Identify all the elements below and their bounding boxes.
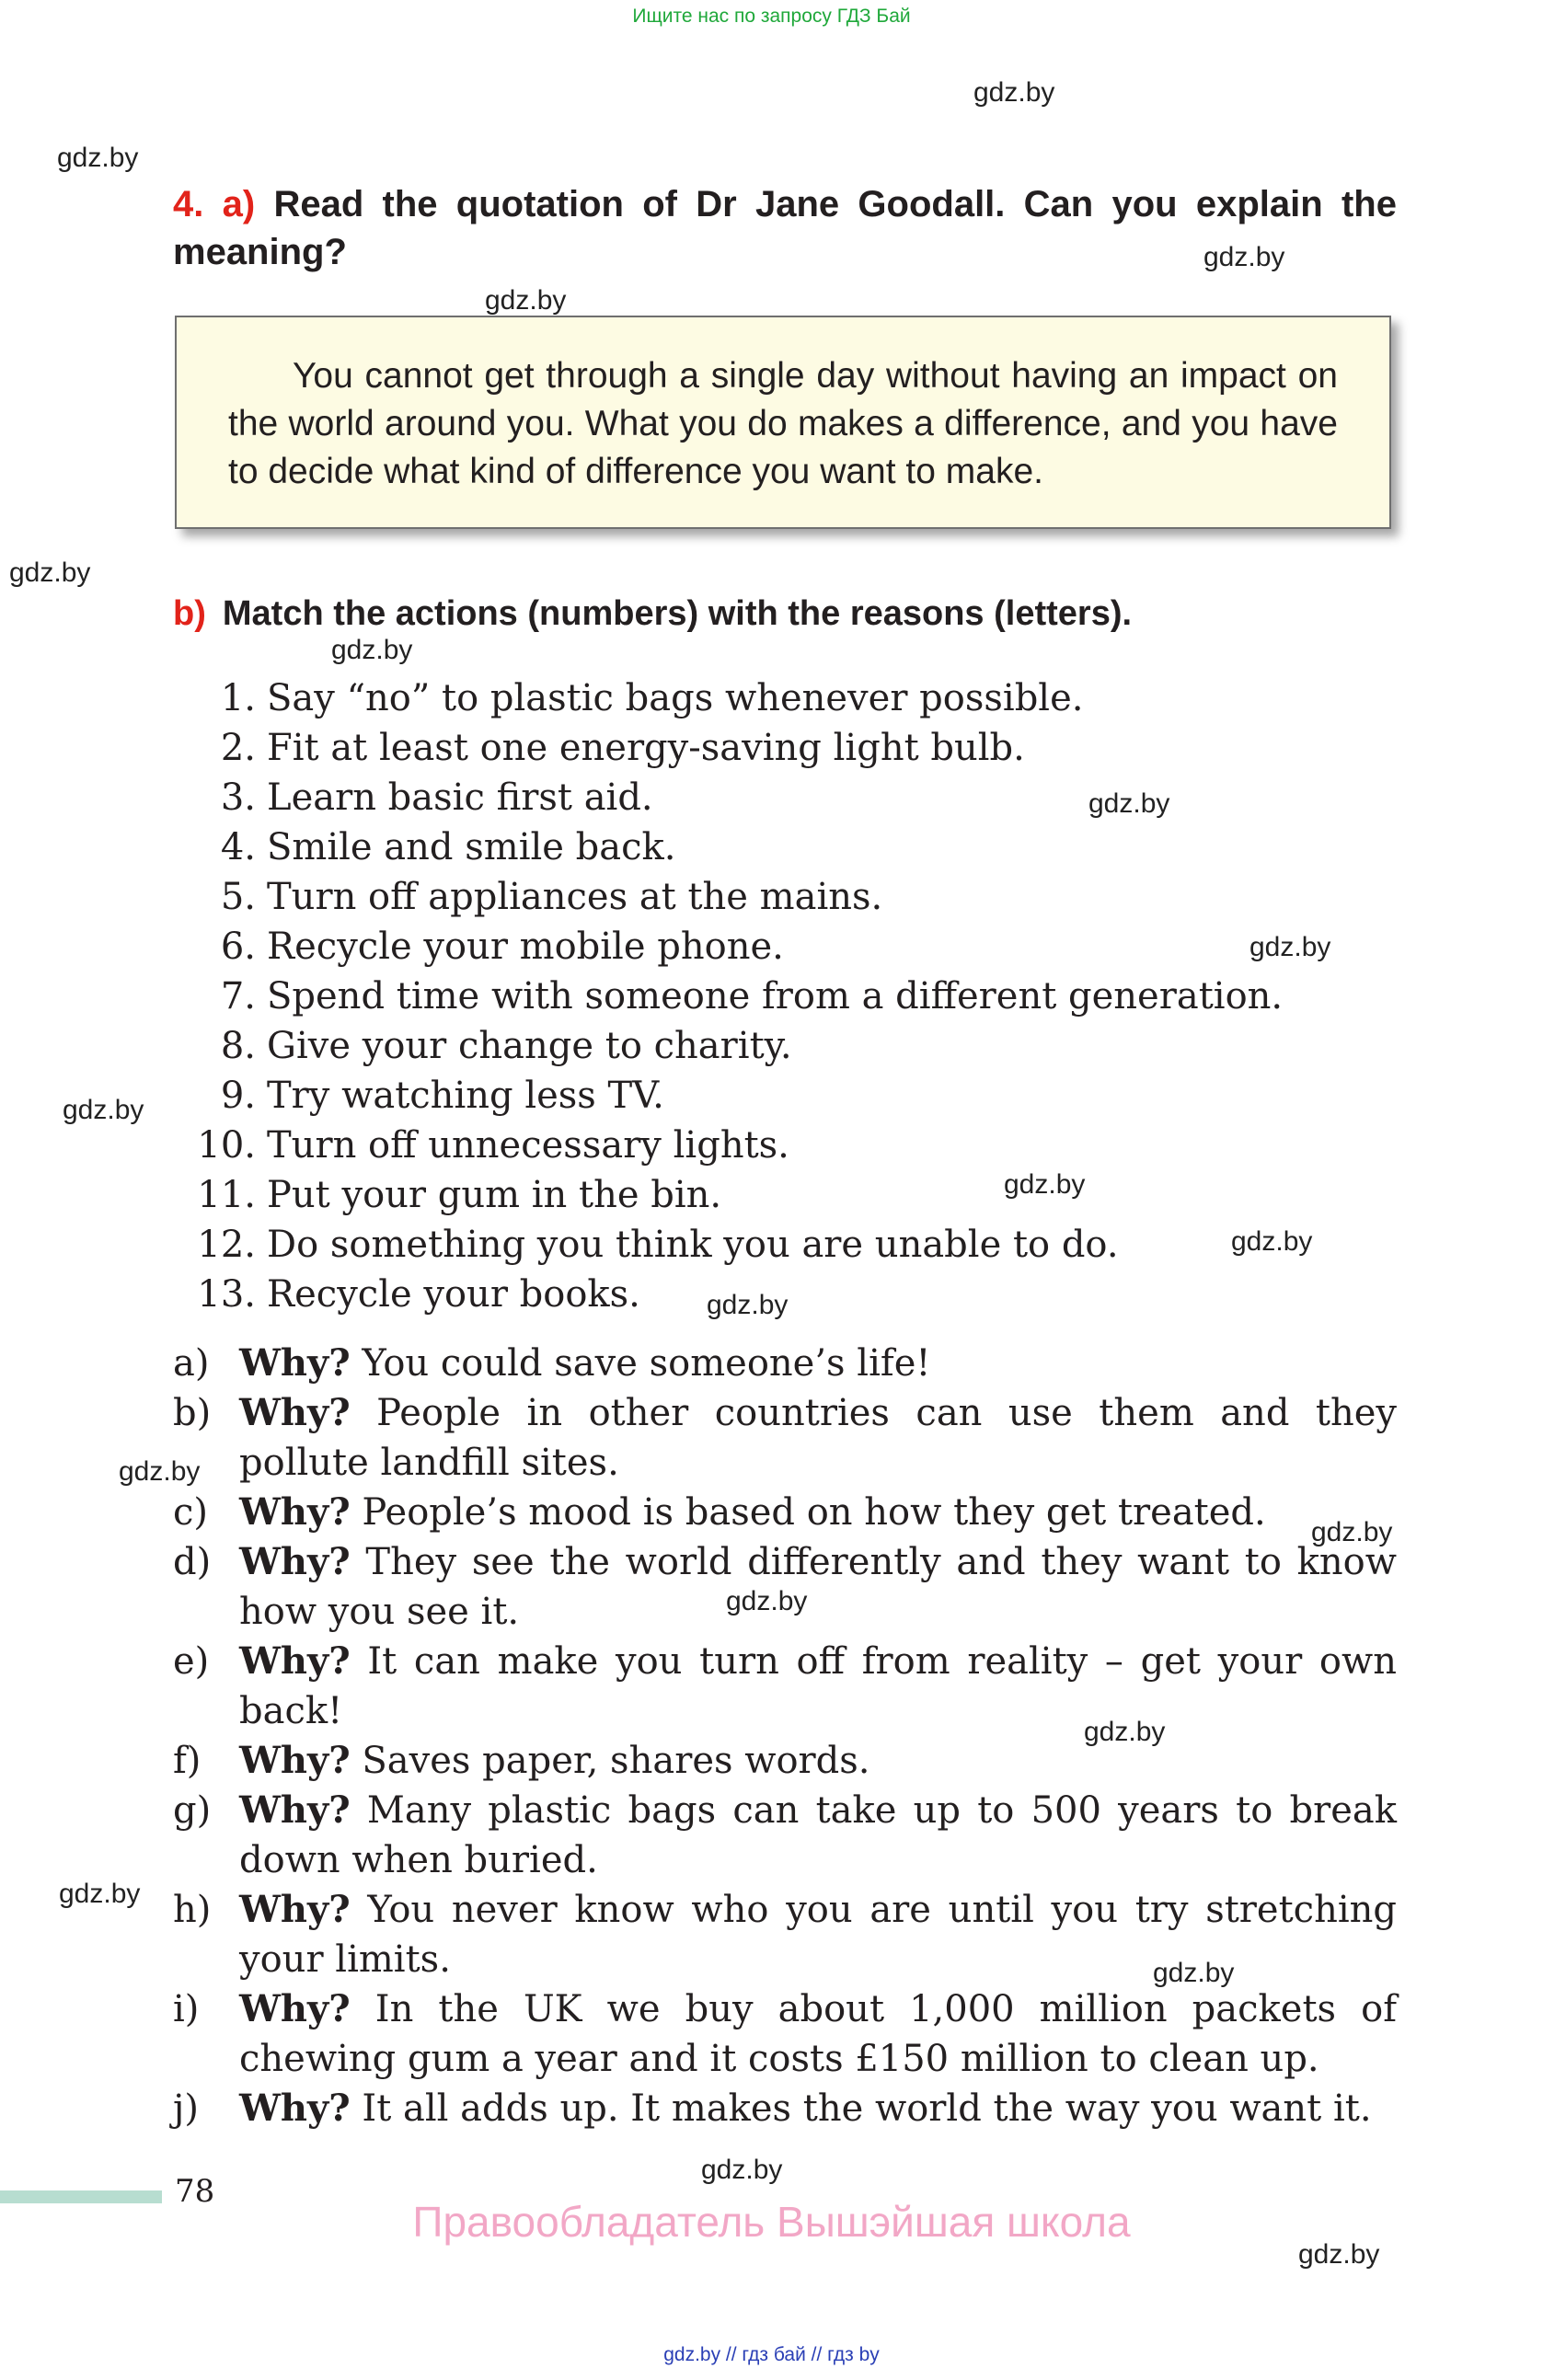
reason-text: People in other countries can use them and they pollute landfill sites. [239, 1392, 1397, 1484]
instruction-a: Read the quotation of Dr Jane Goodall. Can you explain the meaning? [173, 184, 1397, 272]
action-text: Fit at least one energy-saving light bulb. [267, 727, 1025, 769]
quote-box [175, 316, 1391, 529]
watermark: gdz.by [1203, 242, 1285, 272]
action-number: 12. [197, 1224, 256, 1266]
action-text: Learn basic first aid. [267, 776, 653, 819]
reason-text: Many plastic bags can take up to 500 years to break down when buried. [239, 1789, 1397, 1881]
action-number: 11. [197, 1174, 256, 1216]
reason-why: Why? [239, 1788, 351, 1832]
action-number: 5. [220, 876, 256, 918]
reason-letter: i) [173, 1988, 200, 2030]
part-b-heading [173, 594, 1132, 634]
reason-text: It can make you turn off from reality – get your own back! [239, 1640, 1397, 1732]
watermark: gdz.by [63, 1095, 144, 1125]
list-item [173, 1270, 1406, 1319]
watermark: gdz.by [1088, 788, 1170, 819]
reason-text: People’s mood is based on how they get treated. [362, 1491, 1266, 1534]
reason-why: Why? [239, 1391, 351, 1434]
watermark: gdz.by [485, 285, 567, 316]
reason-letter: g) [173, 1789, 212, 1832]
action-number: 3. [220, 776, 256, 819]
list-item [173, 1885, 1397, 1984]
watermark: gdz.by [973, 77, 1055, 108]
exercise-number: 4. [173, 184, 204, 224]
reason-letter: c) [173, 1491, 209, 1534]
list-item [173, 1736, 1397, 1786]
list-item [173, 723, 1406, 773]
watermark: gdz.by [59, 1879, 141, 1909]
part-b-label: b) [173, 594, 206, 633]
list-item [173, 1984, 1397, 2084]
action-text: Turn off appliances at the mains. [267, 876, 883, 918]
reason-text: It all adds up. It makes the world the way you want it. [362, 2087, 1372, 2130]
reason-letter: b) [173, 1392, 212, 1434]
watermark: gdz.by [1084, 1717, 1166, 1747]
list-item [173, 1637, 1397, 1736]
list-item [173, 1388, 1397, 1488]
watermark: gdz.by [57, 143, 139, 173]
watermark: gdz.by [1249, 932, 1331, 962]
reason-letter: d) [173, 1541, 212, 1583]
reason-why: Why? [239, 1341, 351, 1385]
reason-text: Saves paper, shares words. [362, 1740, 870, 1782]
reason-text: They see the world differently and they want to know how you see it. [239, 1541, 1397, 1633]
part-a-label: a) [222, 184, 256, 224]
list-item [173, 773, 1406, 822]
watermark: gdz.by [1231, 1226, 1313, 1257]
page-number: 78 [175, 2173, 215, 2210]
reason-letter: h) [173, 1889, 212, 1931]
reason-why: Why? [239, 2087, 351, 2130]
watermark: gdz.by [1298, 2239, 1380, 2270]
list-item [173, 2084, 1397, 2133]
action-text: Turn off unnecessary lights. [267, 1124, 789, 1167]
reason-why: Why? [239, 1987, 351, 2030]
reason-letter: a) [173, 1342, 210, 1385]
reason-text: In the UK we buy about 1,000 million packets of chewing gum a year and it costs £150 million to clean up. [239, 1988, 1397, 2080]
reason-text: You could save someone’s life! [362, 1342, 931, 1385]
list-item [173, 1071, 1406, 1121]
action-text: Try watching less TV. [267, 1075, 664, 1117]
watermark: gdz.by [331, 635, 413, 665]
action-text: Do something you think you are unable to do. [267, 1224, 1119, 1266]
bottom-links[interactable]: gdz.by // гдз бай // гдз by [663, 2344, 880, 2365]
reason-letter: j) [173, 2087, 200, 2130]
action-number: 8. [220, 1025, 256, 1067]
action-number: 13. [197, 1273, 256, 1316]
watermark: gdz.by [9, 558, 91, 588]
reasons-list [173, 1339, 1397, 2133]
action-text: Smile and smile back. [267, 826, 676, 868]
reason-letter: e) [173, 1640, 210, 1683]
action-text: Spend time with someone from a different generation. [267, 975, 1284, 1018]
exercise-heading [173, 180, 1397, 276]
watermark: gdz.by [1311, 1517, 1393, 1547]
reason-why: Why? [239, 1540, 351, 1583]
instruction-b: Match the actions (numbers) with the reasons (letters). [222, 594, 1133, 633]
watermark: gdz.by [701, 2155, 783, 2185]
reason-why: Why? [239, 1639, 351, 1683]
list-item [173, 872, 1406, 922]
copyright-notice: Правообладатель Вышэйшая школа [412, 2198, 1131, 2246]
watermark: gdz.by [726, 1586, 808, 1616]
actions-list [173, 673, 1406, 1319]
list-item [173, 1488, 1397, 1537]
watermark: gdz.by [1004, 1169, 1086, 1200]
watermark: gdz.by [707, 1290, 789, 1320]
reason-text: You never know who you are until you try stretching your limits. [239, 1889, 1397, 1981]
list-item [173, 1537, 1397, 1637]
list-item [173, 1786, 1397, 1885]
action-text: Say “no” to plastic bags whenever possible. [267, 677, 1084, 719]
action-text: Give your change to charity. [267, 1025, 792, 1067]
reason-why: Why? [239, 1739, 351, 1782]
action-text: Recycle your mobile phone. [267, 926, 784, 968]
list-item [173, 922, 1406, 972]
list-item [173, 1021, 1406, 1071]
list-item [173, 1220, 1406, 1270]
action-number: 10. [197, 1124, 256, 1167]
list-item [173, 972, 1406, 1021]
list-item [173, 1121, 1406, 1170]
list-item [173, 1170, 1406, 1220]
action-number: 4. [220, 826, 256, 868]
search-banner[interactable]: Ищите нас по запросу ГДЗ Бай [632, 6, 911, 27]
reason-letter: f) [173, 1740, 202, 1782]
list-item [173, 822, 1406, 872]
reason-why: Why? [239, 1490, 351, 1534]
watermark: gdz.by [119, 1456, 201, 1487]
reason-why: Why? [239, 1888, 351, 1931]
action-text: Put your gum in the bin. [267, 1174, 722, 1216]
watermark: gdz.by [1153, 1958, 1235, 1988]
action-number: 9. [220, 1075, 256, 1117]
action-number: 7. [220, 975, 256, 1018]
quote-text: You cannot get through a single day without having an impact on the world around you. What you do makes a difference, and you have to decide what kind of difference you want to make. [228, 356, 1338, 491]
list-item [173, 1339, 1397, 1388]
list-item [173, 673, 1406, 723]
action-number: 6. [220, 926, 256, 968]
action-number: 1. [220, 677, 256, 719]
action-number: 2. [220, 727, 256, 769]
action-text: Recycle your books. [267, 1273, 640, 1316]
